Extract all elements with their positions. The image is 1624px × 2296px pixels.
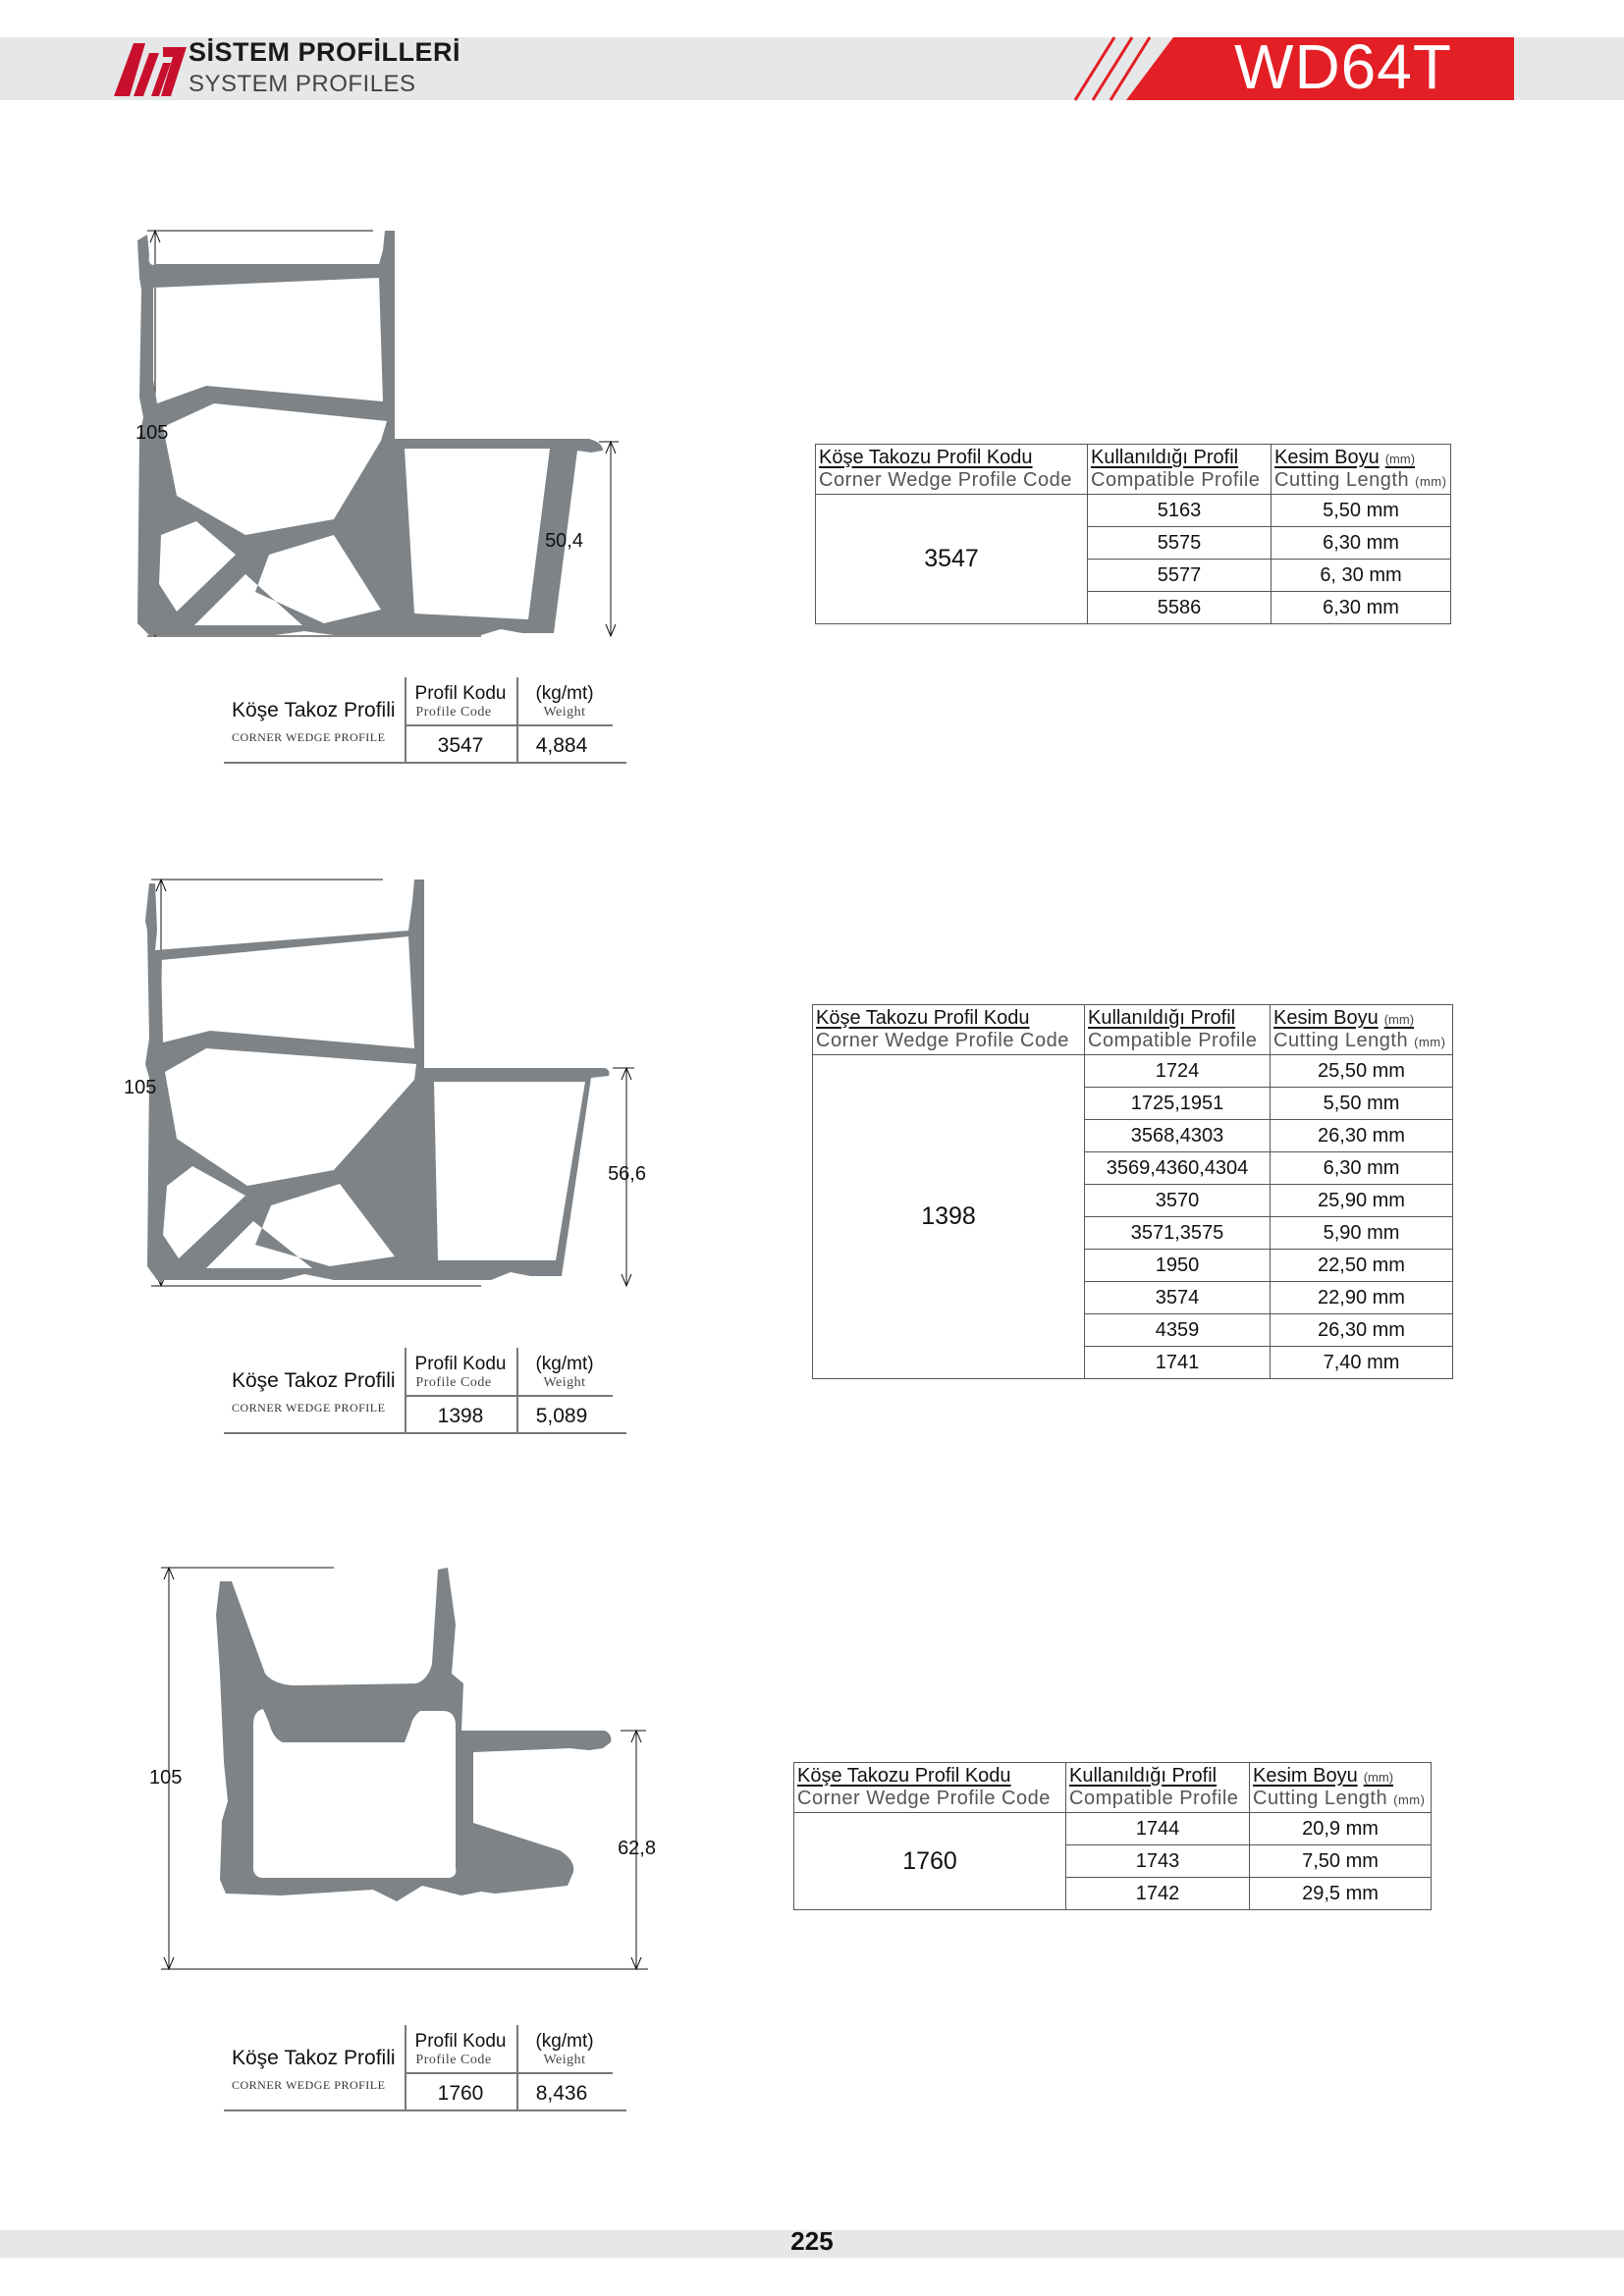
spec-table-1760 xyxy=(793,1762,1432,1910)
cutting-length: 5,50 mm xyxy=(1272,495,1451,527)
weight-table-label-en: CORNER WEDGE PROFILE xyxy=(232,2078,386,2092)
cutting-length: 5,50 mm xyxy=(1271,1088,1453,1120)
brand-title-en: SYSTEM PROFILES xyxy=(189,71,416,97)
page-number: 225 xyxy=(790,2226,834,2256)
compatible-profile: 5163 xyxy=(1088,495,1272,527)
weight-table-label: Köşe Takoz Profili xyxy=(232,699,396,721)
cutting-length: 26,30 mm xyxy=(1271,1314,1453,1347)
weight-table-label-en: CORNER WEDGE PROFILE xyxy=(232,1401,386,1415)
weight-table-label-en: CORNER WEDGE PROFILE xyxy=(232,730,386,744)
code-header: Profil Kodu xyxy=(414,1354,507,1374)
compatible-profile: 1742 xyxy=(1066,1878,1250,1910)
compatible-profile: 1744 xyxy=(1066,1813,1250,1845)
compatible-profile: 4359 xyxy=(1085,1314,1271,1347)
weight-subheader: Weight xyxy=(543,2053,586,2067)
series-title: WD64T xyxy=(1234,31,1452,102)
height-dimension: 105 xyxy=(135,422,169,444)
compatible-profile: 3570 xyxy=(1085,1185,1271,1217)
weight-value: 5,089 xyxy=(535,1405,588,1427)
profile-drawing-1760 xyxy=(137,1556,668,1988)
spec-table-3547 xyxy=(815,444,1451,624)
compatible-profile: 3574 xyxy=(1085,1282,1271,1314)
cutting-length: 7,50 mm xyxy=(1250,1845,1432,1878)
compatible-profile: 5577 xyxy=(1088,560,1272,592)
weight-value: 4,884 xyxy=(535,734,588,757)
profile-drawing-3547 xyxy=(137,221,648,653)
compatible-profile: 3568,4303 xyxy=(1085,1120,1271,1152)
side-dimension: 56,6 xyxy=(608,1163,646,1185)
wedge-code-cell: 1760 xyxy=(794,1813,1066,1910)
spec-header-profile: Kullanıldığı Profil Compatible Profile xyxy=(1085,1005,1271,1055)
spec-header-code: Köşe Takozu Profil Kodu Corner Wedge Profile Code xyxy=(794,1763,1066,1813)
code-subheader: Profile Code xyxy=(415,705,492,720)
weight-subheader: Weight xyxy=(543,1375,586,1390)
cutting-length: 6,30 mm xyxy=(1271,1152,1453,1185)
spec-header-length: Kesim Boyu (mm) Cutting Length (mm) xyxy=(1272,445,1451,495)
compatible-profile: 1950 xyxy=(1085,1250,1271,1282)
cutting-length: 6, 30 mm xyxy=(1272,560,1451,592)
weight-table-3547 xyxy=(224,669,626,777)
code-header: Profil Kodu xyxy=(414,2031,507,2052)
weight-header: (kg/mt) xyxy=(535,683,594,704)
spec-header-profile: Kullanıldığı Profil Compatible Profile xyxy=(1088,445,1272,495)
weight-header: (kg/mt) xyxy=(535,2031,594,2052)
cutting-length: 5,90 mm xyxy=(1271,1217,1453,1250)
side-dimension: 50,4 xyxy=(545,530,583,552)
cutting-length: 26,30 mm xyxy=(1271,1120,1453,1152)
cutting-length: 29,5 mm xyxy=(1250,1878,1432,1910)
cutting-length: 7,40 mm xyxy=(1271,1347,1453,1379)
weight-table-label: Köşe Takoz Profili xyxy=(232,1369,396,1392)
cutting-length: 22,50 mm xyxy=(1271,1250,1453,1282)
side-dimension: 62,8 xyxy=(618,1838,656,1859)
cutting-length: 22,90 mm xyxy=(1271,1282,1453,1314)
spec-header-code: Köşe Takozu Profil Kodu Corner Wedge Profile Code xyxy=(813,1005,1085,1055)
height-dimension: 105 xyxy=(149,1767,183,1789)
weight-value: 8,436 xyxy=(535,2082,588,2105)
compatible-profile: 5586 xyxy=(1088,592,1272,624)
brand-logo-icon xyxy=(110,39,189,98)
compatible-profile: 5575 xyxy=(1088,527,1272,560)
code-subheader: Profile Code xyxy=(415,2053,492,2067)
profile-code-value: 1398 xyxy=(437,1405,484,1427)
cutting-length: 6,30 mm xyxy=(1272,592,1451,624)
code-subheader: Profile Code xyxy=(415,1375,492,1390)
compatible-profile: 3569,4360,4304 xyxy=(1085,1152,1271,1185)
spec-table-1398 xyxy=(812,1004,1453,1379)
compatible-profile: 1724 xyxy=(1085,1055,1271,1088)
weight-header: (kg/mt) xyxy=(535,1354,594,1374)
spec-header-profile: Kullanıldığı Profil Compatible Profile xyxy=(1066,1763,1250,1813)
spec-header-length: Kesim Boyu (mm) Cutting Length (mm) xyxy=(1250,1763,1432,1813)
compatible-profile: 3571,3575 xyxy=(1085,1217,1271,1250)
table-row xyxy=(813,1055,1453,1088)
height-dimension: 105 xyxy=(124,1077,157,1098)
weight-table-1760 xyxy=(224,2017,626,2125)
code-header: Profil Kodu xyxy=(414,683,507,704)
cutting-length: 25,50 mm xyxy=(1271,1055,1453,1088)
table-row xyxy=(816,495,1451,527)
wedge-code-cell: 1398 xyxy=(813,1055,1085,1379)
brand-title-tr: SİSTEM PROFİLLERİ xyxy=(189,37,461,67)
cutting-length: 6,30 mm xyxy=(1272,527,1451,560)
compatible-profile: 1725,1951 xyxy=(1085,1088,1271,1120)
weight-subheader: Weight xyxy=(543,705,586,720)
compatible-profile: 1741 xyxy=(1085,1347,1271,1379)
weight-table-1398 xyxy=(224,1340,626,1448)
profile-code-value: 3547 xyxy=(437,734,484,757)
wedge-code-cell: 3547 xyxy=(816,495,1088,624)
spec-header-code: Köşe Takozu Profil Kodu Corner Wedge Profile Code xyxy=(816,445,1088,495)
compatible-profile: 1743 xyxy=(1066,1845,1250,1878)
spec-header-length: Kesim Boyu (mm) Cutting Length (mm) xyxy=(1271,1005,1453,1055)
profile-drawing-1398 xyxy=(124,872,648,1304)
table-row xyxy=(794,1813,1432,1845)
profile-code-value: 1760 xyxy=(437,2082,484,2105)
weight-table-label: Köşe Takoz Profili xyxy=(232,2047,396,2069)
cutting-length: 20,9 mm xyxy=(1250,1813,1432,1845)
cutting-length: 25,90 mm xyxy=(1271,1185,1453,1217)
